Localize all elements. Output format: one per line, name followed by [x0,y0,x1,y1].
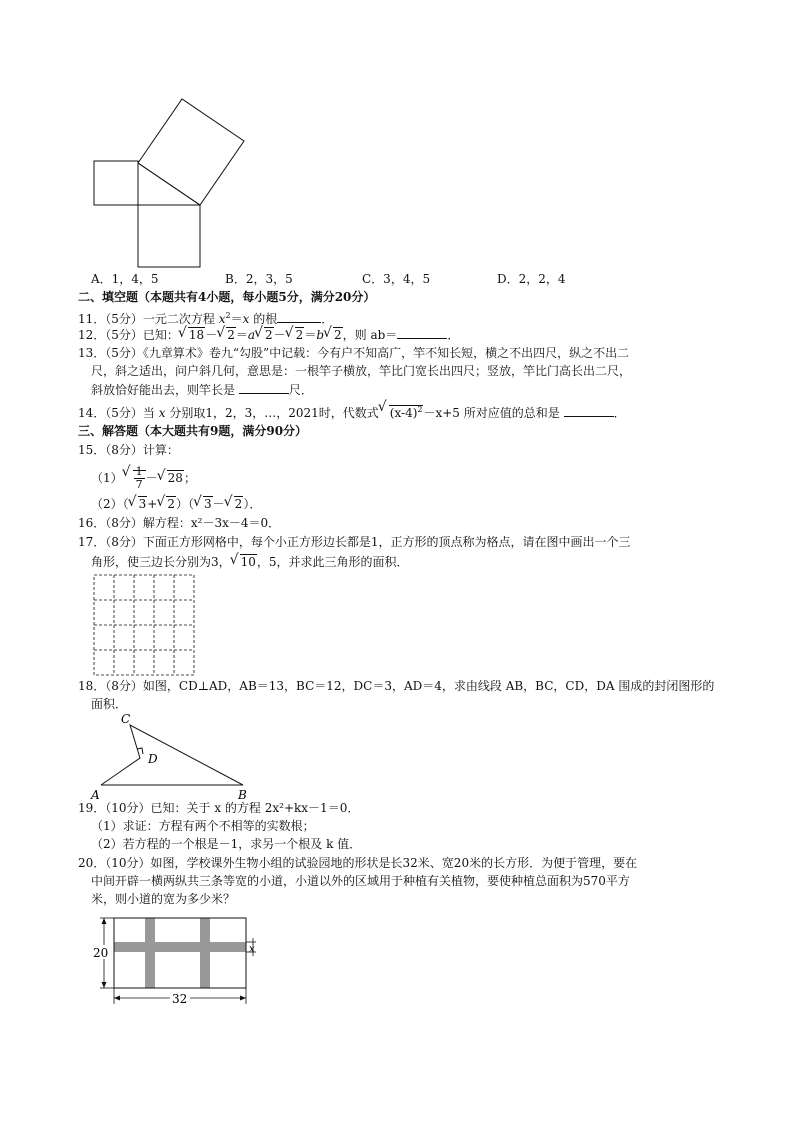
question-19-line3: （2）若方程的一个根是－1，求另一个根及 k 值． [91,837,362,851]
question-19-line1: 19．（10分）已知：关于 x 的方程 2x²+kx－1＝0． [78,801,360,815]
bottom-square [138,205,200,267]
section-answer-title: 三、解答题（本大题共有9题，满分90分） [78,424,308,438]
option-b: B．2，3，5 [225,272,293,286]
question-20-line1: 20．（10分）如图，学校课外生物小组的试验园地的形状是长32米、宽20米的长方形．为便于管理，要在 [78,856,638,870]
large-square [138,99,244,205]
label-b: B [238,788,247,802]
question-17-line2: 角形，使三边长分别为3，√ 10，5，并求此三角形的面积． [91,554,409,571]
section-fill-title: 二、填空题（本题共有4小题，每小题5分，满分20分） [78,290,376,304]
question-13-line3: 斜放恰好能出去，则竿长是 尺． [91,383,313,397]
path-width-label: x [249,944,255,955]
dashed-grid-figure [93,574,195,676]
question-13-line1: 13．（5分）《九章算术》卷九“勾股”中记载：今有户不知高广，竿不知长短，横之不出四尺，纵之不出二 [78,346,630,360]
question-20-line3: 米，则小道的宽为多少米？ [91,892,236,906]
label-d: D [148,752,158,766]
left-vertical-path [145,918,155,988]
question-15-head: 15．（8分）计算： [78,443,179,457]
label-c: C [121,712,131,726]
question-18-line2: 面积． [91,697,128,711]
option-c: C．3，4，5 [362,272,431,286]
question-15-part2: （2）（√ 3+√ 2）（√ 3－√ 2）． [91,496,261,513]
question-12: 12．（5分）已知：√ 18－√ 2＝a√ 2－√ 2＝b√ 2，则 ab＝ ． [78,326,459,344]
pythagoras-squares-figure [88,95,253,270]
question-17-line1: 17．（8分）下面正方形网格中，每个小正方形边长都是1，正方形的顶点称为格点，请在图中画出一个三 [78,535,631,549]
option-d: D．2，2，4 [497,272,566,286]
question-19-line2: （1）求证：方程有两个不相等的实数根； [91,819,315,833]
question-11: 11．（5分）一元二次方程 $x^2=x$ 的根 ． [78,311,334,326]
length-label: 32 [172,992,188,1006]
right-vertical-path [200,918,210,988]
question-16: 16．（8分）解方程：x²－3x－4＝0． [78,516,281,530]
question-20-line2: 中间开辟一横两纵共三条等宽的小道，小道以外的区域用于种植有关植物，要使种植总面积为570平方 [91,874,630,888]
label-a: A [91,788,100,802]
question-14: 14．（5分）当 x 分别取1，2，3，…，2021时，代数式√ $(x-4)^2-x+5$ 所对应值的总和是 ． [78,401,626,422]
question-18-line1: 18．（8分）如图，CD⊥AD，AB＝13，BC＝12，DC＝3，AD＝4，求由线段 AB，BC，CD，DA 围成的封闭图形的 [78,679,715,693]
horizontal-path [114,942,246,952]
option-a: A．1，4，5 [91,272,159,286]
quadrilateral-figure [88,710,258,802]
left-square [94,161,138,205]
question-13-line2: 尺，斜之适出，问户斜几何，意思是：一根竿子横放，竿比门宽长出四尺；竖放，竿比门高长出二尺， [91,364,632,378]
question-15-part1: （1） √ $\frac{1}{7}$ －√ 28； [91,466,196,491]
width-label: 20 [93,946,109,960]
garden-figure [90,910,270,1010]
